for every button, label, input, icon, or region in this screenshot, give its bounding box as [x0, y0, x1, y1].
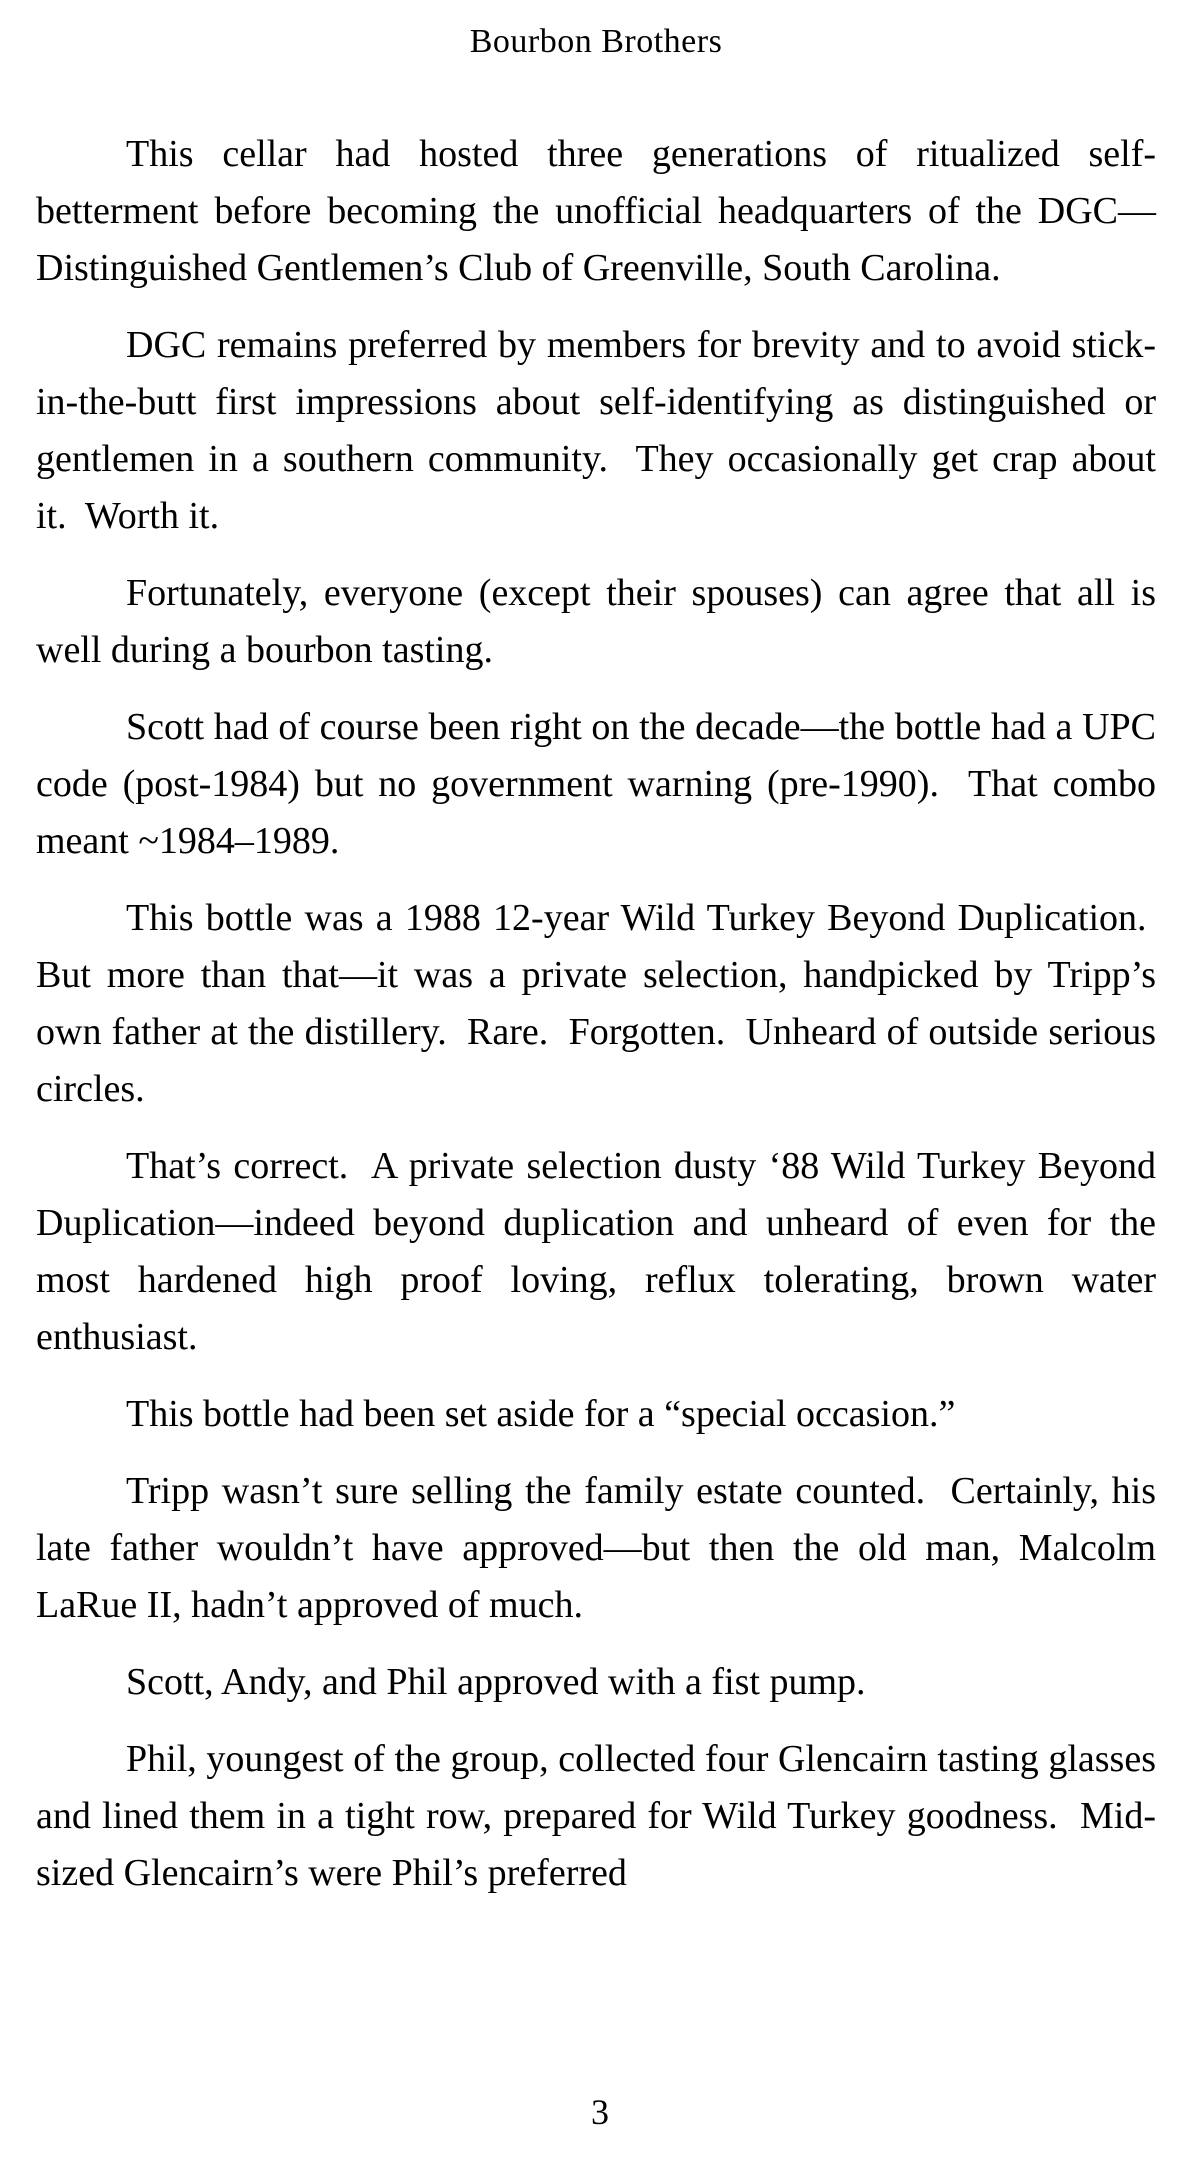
page-body — [36, 126, 1156, 1902]
paragraph: Tripp wasn’t sure selling the family estate counted. Certainly, his late father wouldn’t have approved—but then the old man, Malcolm LaRue II, hadn’t approved of much. — [36, 1470, 1156, 1626]
paragraph: This bottle had been set aside for a “special occasion.” — [126, 1393, 956, 1435]
page-number: 3 — [591, 2092, 609, 2132]
paragraph: Fortunately, everyone (except their spouses) can agree that all is well during a bourbon tasting. — [36, 572, 1156, 671]
paragraph: Scott, Andy, and Phil approved with a fist pump. — [126, 1661, 866, 1703]
paragraph: Phil, youngest of the group, collected four Glencairn tasting glasses and lined them in a tight row, prepared for Wild Turkey goodness. Mid-sized Glencairn’s were Phil’s preferred — [36, 1738, 1156, 1894]
paragraph: DGC remains preferred by members for brevity and to avoid stick-in-the-butt first impressions about self-identifying as distinguished or gentlemen in a southern community. They occasionally get crap about it. Worth it. — [36, 324, 1156, 537]
running-header: Bourbon Brothers — [469, 23, 723, 60]
paragraph: This bottle was a 1988 12-year Wild Turkey Beyond Duplication. But more than that—it was a private selection, handpicked by Tripp’s own father at the distillery. Rare. Forgotten. Unheard of outside serious circles. — [36, 897, 1156, 1110]
paragraph: That’s correct. A private selection dusty ‘88 Wild Turkey Beyond Duplication—indeed beyond duplication and unheard of even for the most hardened high proof loving, reflux tolerating, brown water enthusiast. — [36, 1145, 1156, 1358]
paragraph: This cellar had hosted three generations of ritualized self-betterment before becoming the unofficial headquarters of the DGC—Distinguished Gentlemen’s Club of Greenville, South Carolina. — [36, 133, 1156, 289]
paragraph: Scott had of course been right on the decade—the bottle had a UPC code (post-1984) but no government warning (pre-1990). That combo meant ~1984–1989. — [36, 706, 1156, 862]
